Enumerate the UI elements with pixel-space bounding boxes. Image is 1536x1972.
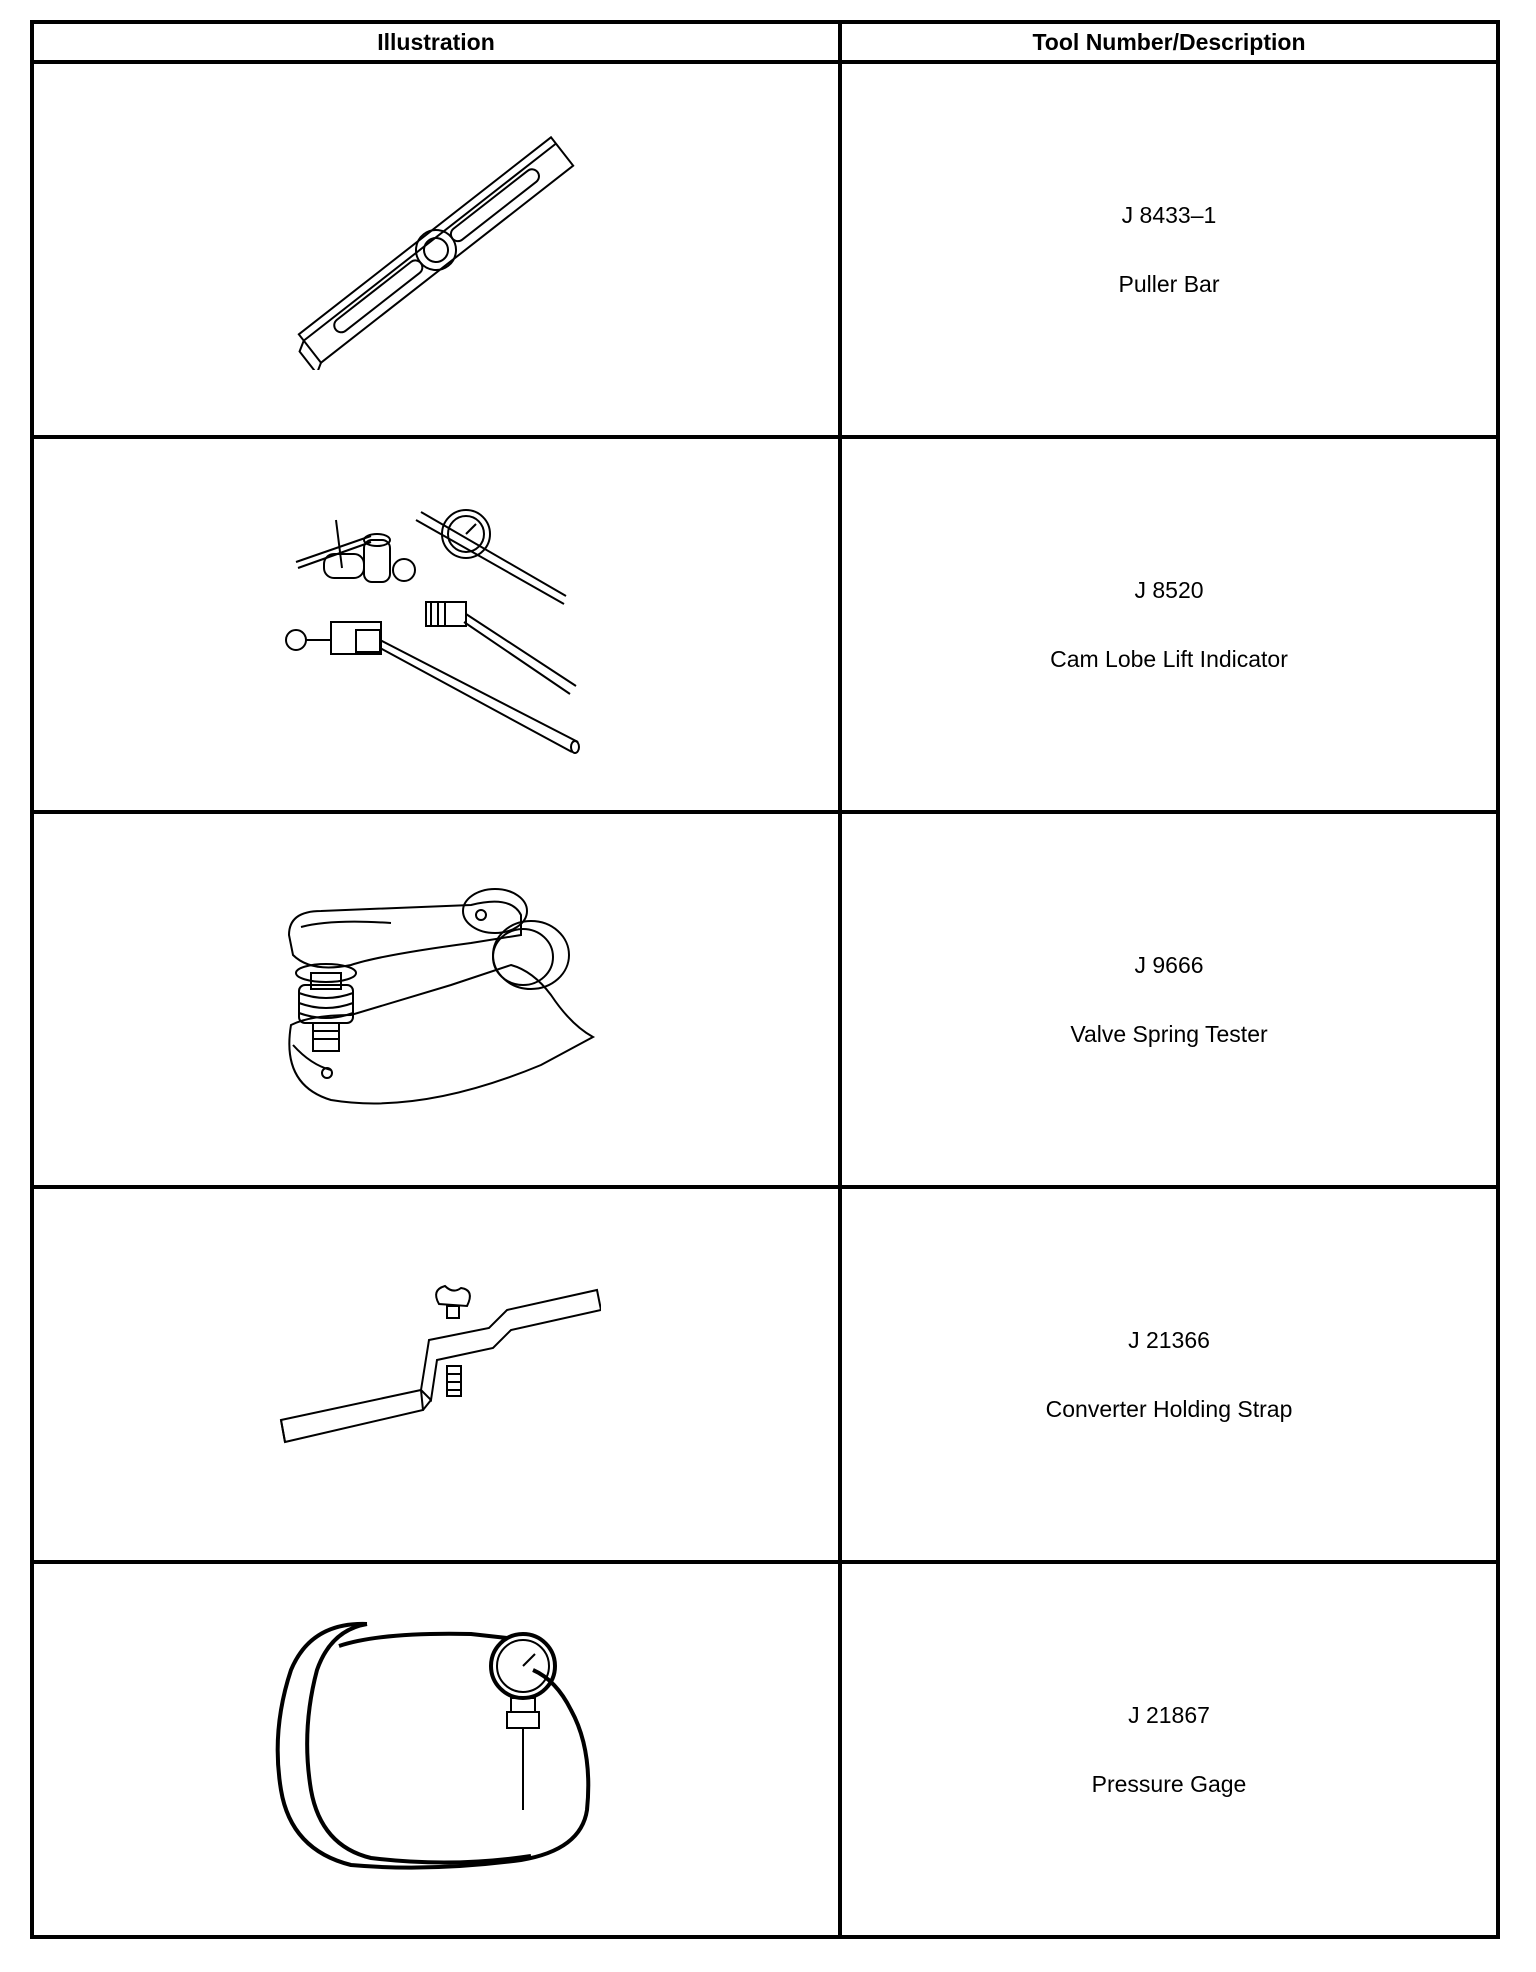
special-tools-table	[30, 20, 1500, 1939]
tool-number: J 21867	[1128, 1701, 1210, 1728]
description-cell	[840, 1562, 1498, 1937]
table-row	[32, 812, 1498, 1187]
pressure-gage-illustration	[271, 1610, 601, 1890]
tool-number: J 9666	[1134, 951, 1204, 978]
tool-description: Converter Holding Strap	[1045, 1395, 1293, 1422]
illustration-cell	[32, 1562, 840, 1937]
tool-number: J 8433–1	[1121, 201, 1217, 228]
description-column-header: Tool Number/Description	[840, 22, 1498, 62]
tool-description: Cam Lobe Lift Indicator	[1050, 645, 1288, 672]
cam-lobe-lift-indicator-illustration	[276, 490, 596, 760]
puller-bar-illustration	[266, 130, 606, 370]
illustration-cell	[32, 1187, 840, 1562]
tool-description: Pressure Gage	[1091, 1770, 1247, 1797]
illustration-cell	[32, 437, 840, 812]
table-row	[32, 1562, 1498, 1937]
description-cell	[840, 62, 1498, 437]
tool-description: Puller Bar	[1118, 270, 1220, 297]
table-row	[32, 1187, 1498, 1562]
description-cell	[840, 437, 1498, 812]
illustration-column-header: Illustration	[32, 22, 840, 62]
valve-spring-tester-illustration	[271, 875, 601, 1125]
illustration-cell	[32, 812, 840, 1187]
tool-number: J 8520	[1134, 576, 1204, 603]
table-row	[32, 437, 1498, 812]
illustration-cell	[32, 62, 840, 437]
tool-description: Valve Spring Tester	[1070, 1020, 1268, 1047]
header-row	[32, 22, 1498, 62]
description-cell	[840, 1187, 1498, 1562]
description-cell	[840, 812, 1498, 1187]
tool-number: J 21366	[1128, 1326, 1210, 1353]
converter-holding-strap-illustration	[271, 1270, 601, 1480]
table-row	[32, 62, 1498, 437]
